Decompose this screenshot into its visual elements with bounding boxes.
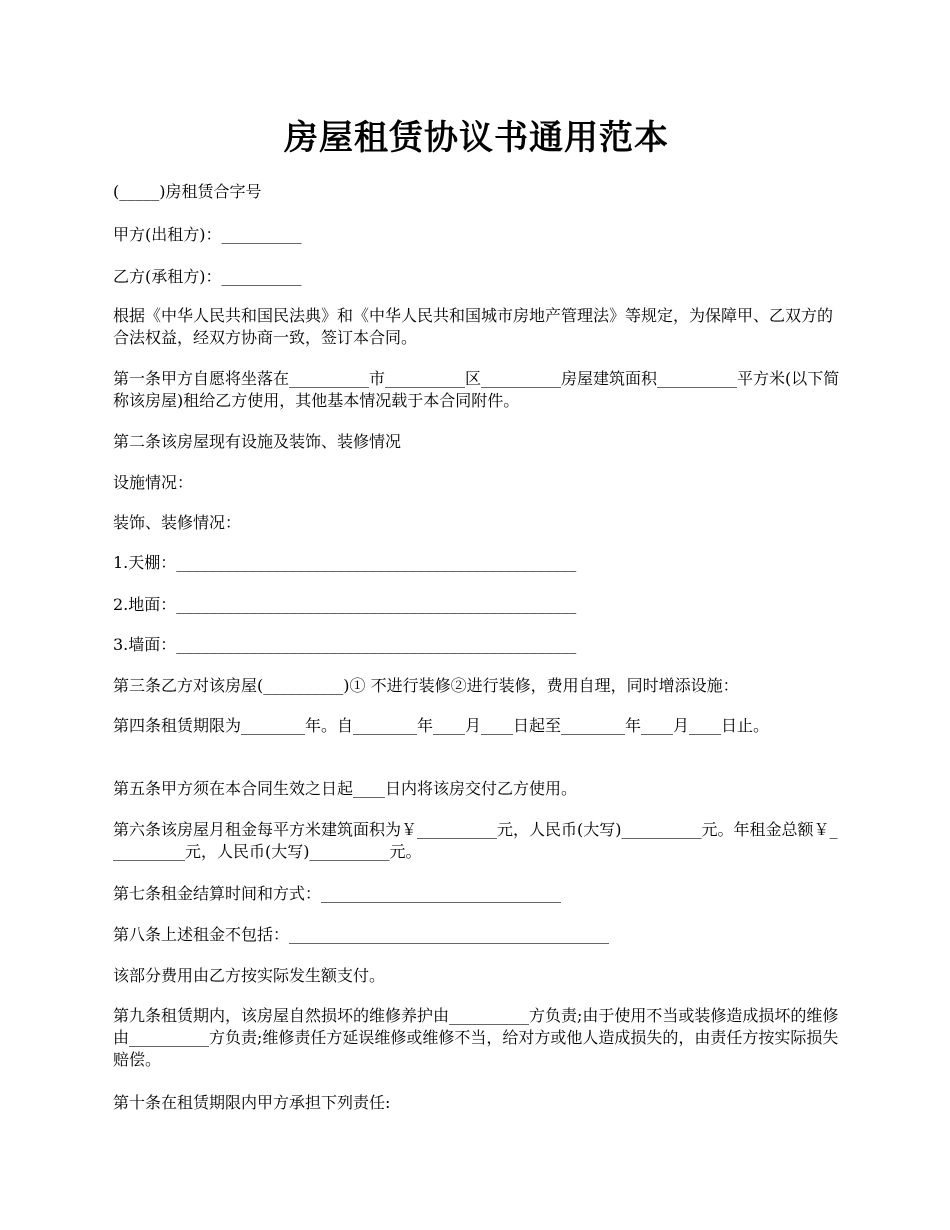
article-4-paragraph: 第四条租赁期限为________年。自________年____月____日起至________年____月____日止。 [113, 716, 770, 735]
article-2-paragraph: 第二条该房屋现有设施及装饰、装修情况 [113, 432, 402, 451]
ceiling-line: 1.天棚：__________________________________________________ [113, 553, 577, 572]
expense-note-paragraph: 该部分费用由乙方按实际发生额支付。 [113, 966, 386, 985]
article-7-paragraph: 第七条租金结算时间和方式：______________________________ [113, 884, 562, 903]
article-1-paragraph: 第一条甲方自愿将坐落在__________市__________区__________房屋建筑面积__________平方米(以下简称该房屋)租给乙方使用，其他基本情况载于本合同附件。 [113, 369, 840, 410]
floor-line: 2.地面：__________________________________________________ [113, 595, 577, 614]
facilities-line: 设施情况： [113, 473, 194, 492]
contract-number-line: (_____)房租赁合字号 [113, 182, 262, 201]
article-5-paragraph: 第五条甲方须在本合同生效之日起____日内将该房交付乙方使用。 [113, 779, 578, 798]
wall-line: 3.墙面：__________________________________________________ [113, 635, 577, 654]
article-10-paragraph: 第十条在租赁期限内甲方承担下列责任: [113, 1093, 391, 1112]
decoration-line: 装饰、装修情况： [113, 513, 242, 532]
document-title: 房屋租赁协议书通用范本 [284, 118, 669, 158]
article-9-paragraph: 第九条租赁期内，该房屋自然损坏的维修养护由__________方负责;由于使用不当或装修造成损坏的维修由__________方负责;维修责任方延误维修或维修不当，给对方或他人造成损失的，由责任方按实际损失赔偿。 [113, 1006, 839, 1069]
article-8-paragraph: 第八条上述租金不包括：________________________________________ [113, 925, 610, 944]
article-6-paragraph: 第六条该房屋月租金每平方米建筑面积为￥__________元，人民币(大写)__________元。年租金总额￥__________元，人民币(大写)__________元。 [113, 820, 838, 861]
preamble-paragraph: 根据《中华人民共和国民法典》和《中华人民共和国城市房地产管理法》等规定，为保障甲、乙双方的合法权益，经双方协商一致，签订本合同。 [113, 306, 834, 347]
party-b-line: 乙方(承租方)：__________ [113, 267, 302, 286]
party-a-line: 甲方(出租方)：__________ [113, 225, 302, 244]
article-3-paragraph: 第三条乙方对该房屋(__________)① 不进行装修②进行装修，费用自理，同时增添设施： [113, 676, 739, 695]
